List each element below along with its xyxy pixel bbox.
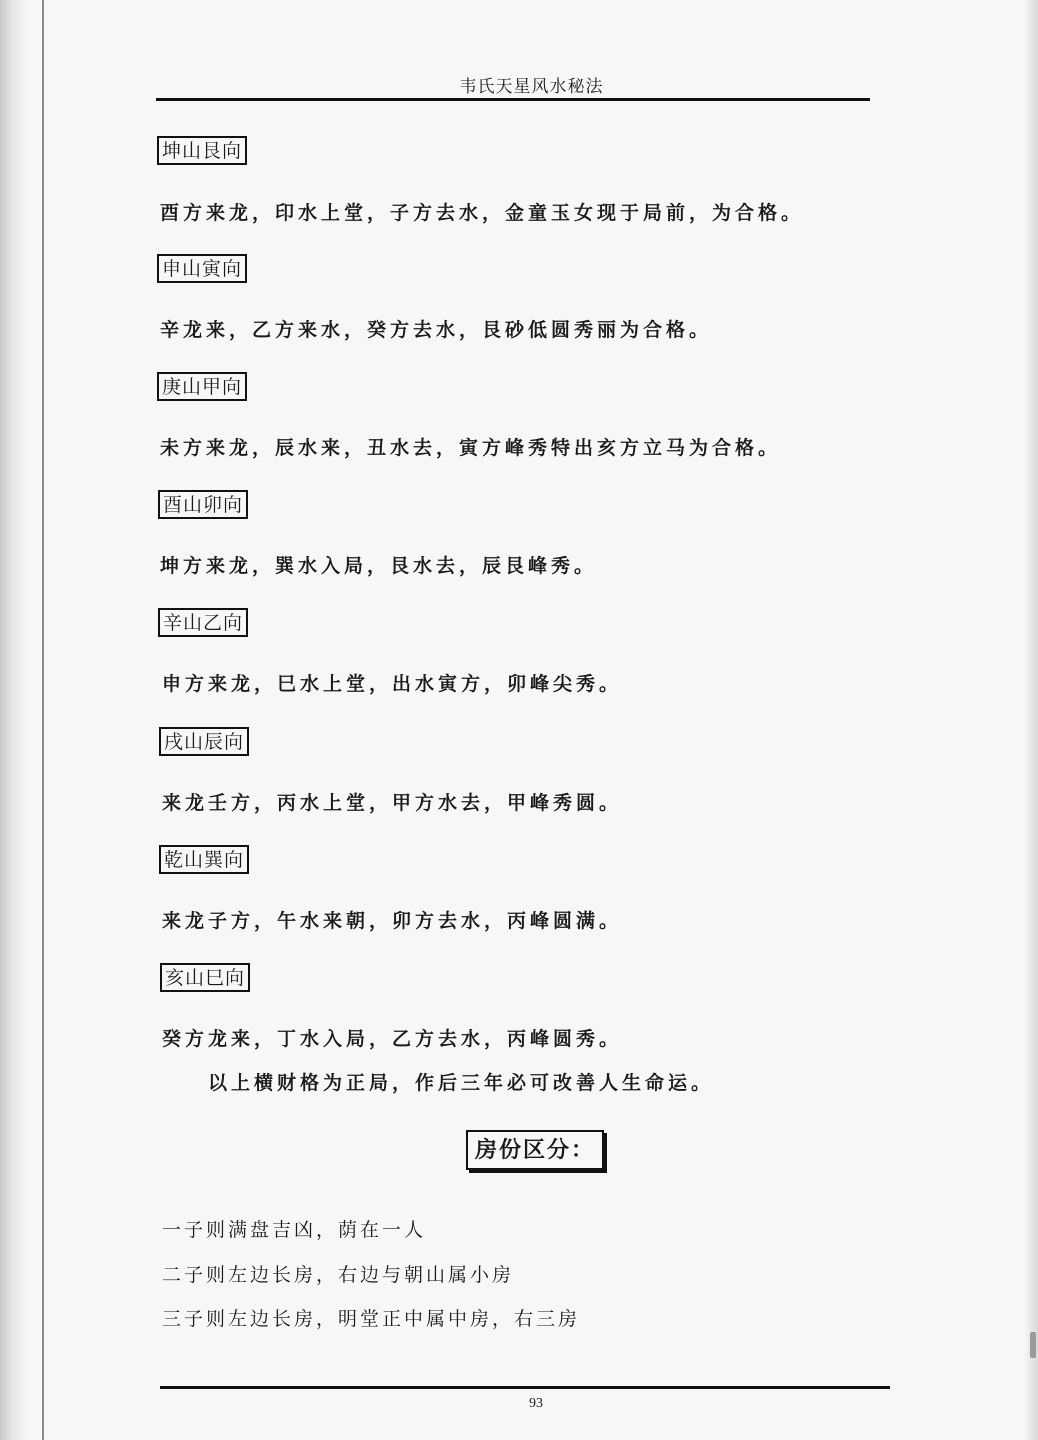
entry-label: 酉山卯向 xyxy=(158,490,248,519)
binding-line xyxy=(42,0,44,1440)
entry-text: 坤方来龙，巽水入局，艮水去，辰艮峰秀。 xyxy=(160,555,598,577)
running-header: 韦氏天星风水秘法 xyxy=(459,77,604,97)
page-number: 93 xyxy=(529,1396,543,1411)
entry-text: 来龙壬方，丙水上堂，甲方水去，甲峰秀圆。 xyxy=(162,792,623,814)
header-rule xyxy=(156,98,870,101)
entry-label: 戌山辰向 xyxy=(159,727,249,756)
footer-rule xyxy=(160,1386,890,1389)
scroll-marker xyxy=(1030,1332,1036,1358)
entry-label: 坤山艮向 xyxy=(157,136,247,165)
list-item: 一子则满盘吉凶，荫在一人 xyxy=(162,1219,427,1241)
summary-text: 以上横财格为正局，作后三年必可改善人生命运。 xyxy=(208,1072,715,1094)
entry-label: 乾山巽向 xyxy=(159,845,249,874)
list-item: 二子则左边长房，右边与朝山属小房 xyxy=(162,1264,515,1286)
entry-text: 来龙子方，午水来朝，卯方去水，丙峰圆满。 xyxy=(162,910,623,932)
right-page-edge xyxy=(1024,0,1038,1440)
entry-label: 申山寅向 xyxy=(157,254,247,283)
entry-label: 庚山甲向 xyxy=(157,372,247,401)
binding-shadow xyxy=(0,0,28,1440)
entry-label: 亥山巳向 xyxy=(160,963,250,992)
entry-text: 申方来龙，巳水上堂，出水寅方，卯峰尖秀。 xyxy=(162,673,623,695)
entry-text: 未方来龙，辰水来，丑水去，寅方峰秀特出亥方立马为合格。 xyxy=(160,437,782,459)
entry-label: 辛山乙向 xyxy=(158,608,248,637)
entry-text: 酉方来龙，印水上堂，子方去水，金童玉女现于局前，为合格。 xyxy=(160,202,805,224)
list-item: 三子则左边长房，明堂正中属中房，右三房 xyxy=(162,1308,581,1330)
section-heading: 房份区分： xyxy=(466,1130,604,1170)
entry-text: 癸方龙来，丁水入局，乙方去水，丙峰圆秀。 xyxy=(162,1028,623,1050)
entry-text: 辛龙来，乙方来水，癸方去水，艮砂低圆秀丽为合格。 xyxy=(160,319,713,341)
